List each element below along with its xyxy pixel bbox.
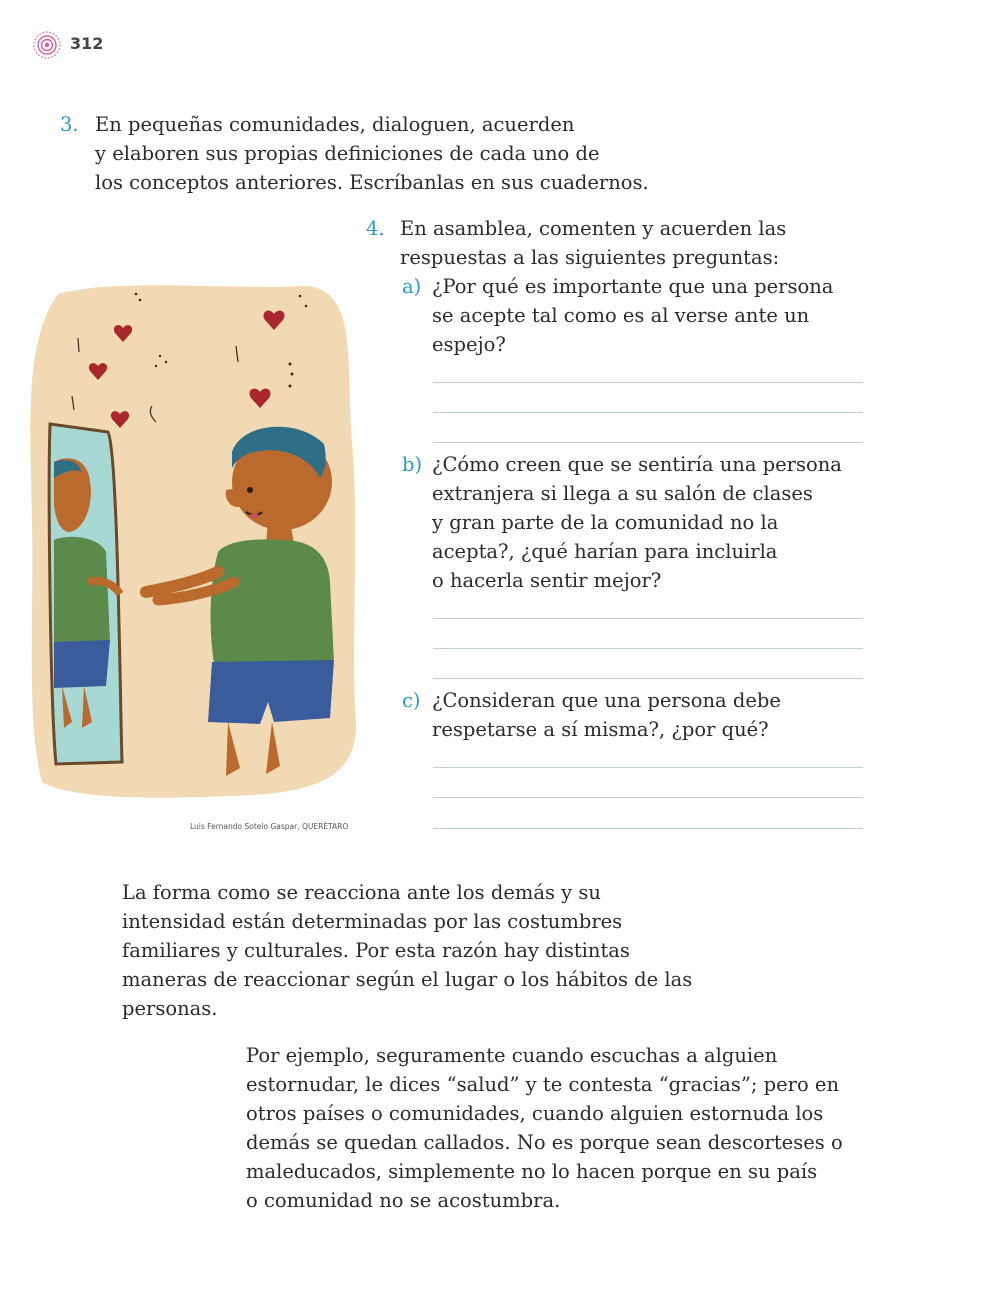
answer-line-c3[interactable]: [433, 828, 863, 829]
question-a-line: ¿Por qué es importante que una persona: [432, 275, 834, 298]
question-c-line: ¿Consideran que una persona debe: [432, 689, 781, 712]
question-a-letter: a): [402, 275, 422, 298]
paragraph-line: estornudar, le dices “salud” y te contesta “gracias”; pero en: [246, 1073, 840, 1096]
paragraph-line: otros países o comunidades, cuando alguien estornuda los: [246, 1102, 824, 1125]
question-a-line: se acepte tal como es al verse ante un: [432, 304, 810, 327]
item-3-line: los conceptos anteriores. Escríbanlas en sus cuadernos.: [95, 171, 649, 194]
paragraph-line: o comunidad no se acostumbra.: [246, 1189, 561, 1212]
paragraph-line: La forma como se reacciona ante los demás y su: [122, 881, 601, 904]
paragraph-line: familiares y culturales. Por esta razón hay distintas: [122, 939, 630, 962]
question-b-line: acepta?, ¿qué harían para incluirla: [432, 540, 778, 563]
question-c-text: [432, 686, 872, 744]
illustration-credit: Luis Fernando Sotelo Gaspar, QUERÉTARO: [190, 822, 349, 831]
question-b-line: extranjera si llega a su salón de clases: [432, 482, 813, 505]
paragraph-line: intensidad están determinadas por las costumbres: [122, 910, 623, 933]
paragraph-line: demás se quedan callados. No es porque sean descorteses o: [246, 1131, 843, 1154]
answer-line-a1[interactable]: [433, 382, 863, 383]
paragraph-line: personas.: [122, 997, 218, 1020]
paragraph-reactions: [122, 878, 762, 1023]
question-b-line: ¿Cómo creen que se sentiría una persona: [432, 453, 842, 476]
boy-mirror-illustration: [28, 282, 360, 802]
paragraph-example: [246, 1041, 886, 1215]
item-4-text: [400, 214, 870, 272]
paragraph-line: maleducados, simplemente no lo hacen porque en su país: [246, 1160, 818, 1183]
question-b-line: o hacerla sentir mejor?: [432, 569, 662, 592]
paragraph-line: maneras de reaccionar según el lugar o los hábitos de las: [122, 968, 693, 991]
answer-line-b2[interactable]: [433, 648, 863, 649]
answer-line-b3[interactable]: [433, 678, 863, 679]
answer-line-b1[interactable]: [433, 618, 863, 619]
sun-rosette-icon: [32, 30, 62, 60]
item-3-number: 3.: [60, 113, 79, 136]
item-3-text: [95, 110, 695, 197]
question-b-letter: b): [402, 453, 423, 476]
answer-line-a2[interactable]: [433, 412, 863, 413]
question-c-letter: c): [402, 689, 421, 712]
answer-line-c1[interactable]: [433, 767, 863, 768]
item-4-line: respuestas a las siguientes preguntas:: [400, 246, 780, 269]
item-4-line: En asamblea, comenten y acuerden las: [400, 217, 787, 240]
answer-line-c2[interactable]: [433, 797, 863, 798]
question-b-text: [432, 450, 872, 595]
item-3-line: y elaboren sus propias definiciones de cada uno de: [95, 142, 600, 165]
item-3-line: En pequeñas comunidades, dialoguen, acuerden: [95, 113, 575, 136]
answer-line-a3[interactable]: [433, 442, 863, 443]
item-4-number: 4.: [366, 217, 385, 240]
question-a-line: espejo?: [432, 333, 506, 356]
question-a-text: [432, 272, 872, 359]
paragraph-line: Por ejemplo, seguramente cuando escuchas a alguien: [246, 1044, 778, 1067]
question-c-line: respetarse a sí misma?, ¿por qué?: [432, 718, 769, 741]
page-number: 312: [70, 34, 104, 53]
question-b-line: y gran parte de la comunidad no la: [432, 511, 779, 534]
mirror: [49, 424, 122, 764]
